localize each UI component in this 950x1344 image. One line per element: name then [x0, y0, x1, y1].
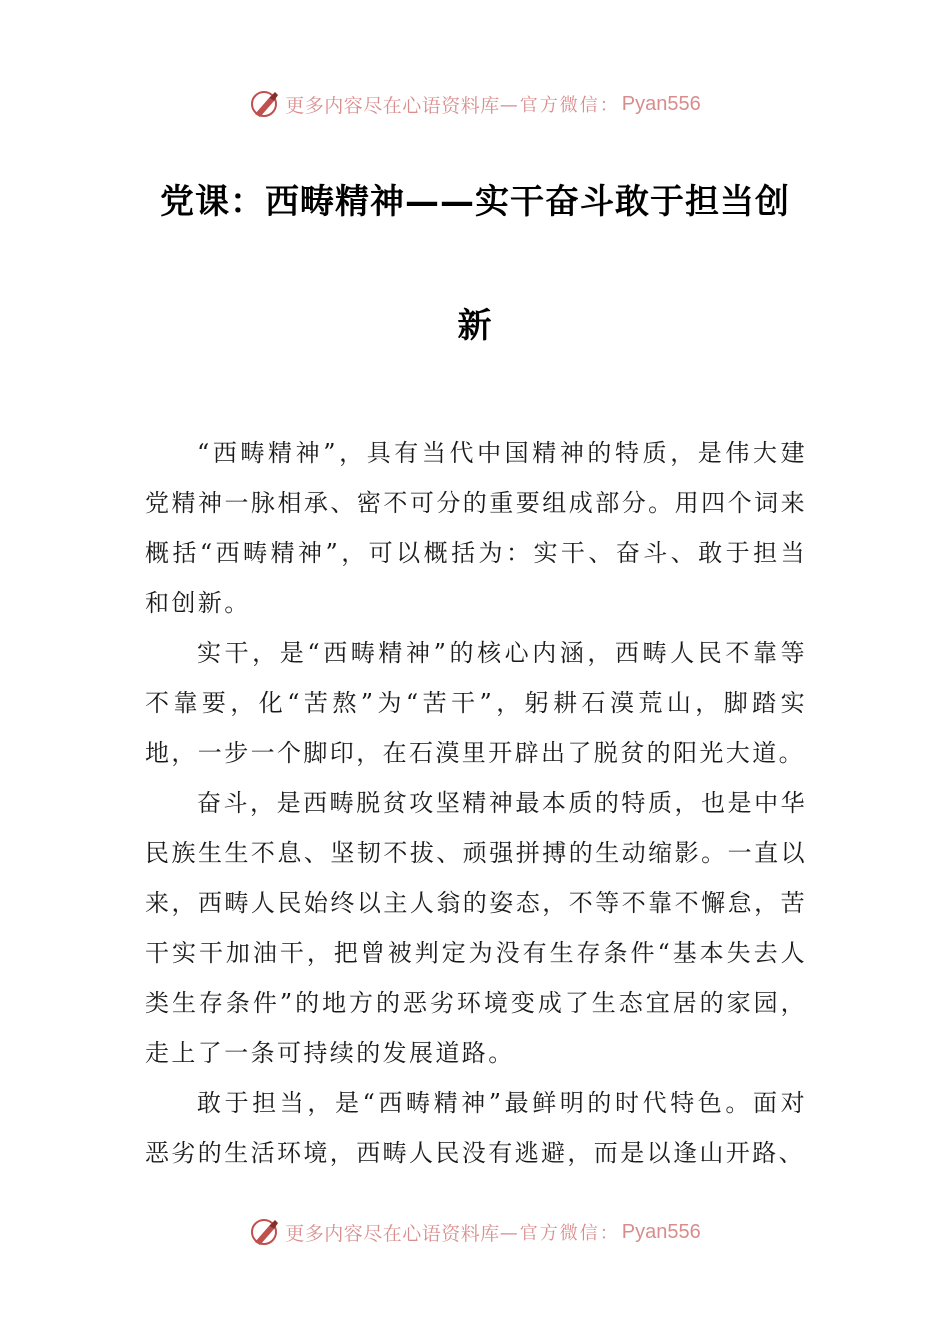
- paragraph: 敢于担当，是“西畴精神”最鲜明的时代特色。面对恶劣的生活环境，西畴人民没有逃避，而是以逢山开路、: [145, 1089, 807, 1167]
- watermark-id: Pyan556: [621, 92, 701, 115]
- watermark-id: Pyan556: [621, 1220, 701, 1243]
- header-watermark: [0, 84, 950, 124]
- watermark-text: 更多内容尽在心语资料库: [285, 94, 500, 117]
- pen-nib-logo-icon: [249, 88, 281, 120]
- watermark-text-2: —官方微信：: [499, 95, 620, 116]
- page-title-line-1: 党课：西畴精神——实干奋斗敢于担当创: [160, 182, 790, 222]
- paragraph: “西畴精神”，具有当代中国精神的特质，是伟大建党精神一脉相承、密不可分的重要组成部分。用四个词来概括“西畴精神”，可以概括为：实干、奋斗、敢于担当和创新。: [145, 439, 807, 617]
- watermark-text: 更多内容尽在心语资料库: [285, 1222, 500, 1245]
- pen-nib-logo-icon: [249, 1216, 281, 1248]
- paragraph: 实干，是“西畴精神”的核心内涵，西畴人民不靠等不靠要，化“苦熬”为“苦干”，躬耕石漠荒山，脚踏实地，一步一个脚印，在石漠里开辟出了脱贫的阳光大道。: [145, 639, 807, 767]
- watermark-text-2: —官方微信：: [499, 1223, 620, 1244]
- footer-watermark: [0, 1212, 950, 1252]
- document-body: [145, 428, 807, 1178]
- paragraph: 奋斗，是西畴脱贫攻坚精神最本质的特质，也是中华民族生生不息、坚韧不拔、顽强拼搏的生动缩影。一直以来，西畴人民始终以主人翁的姿态，不等不靠不懈怠，苦干实干加油干，把曾被判定为没有生存条件“基本失去人类生存条件”的地方的恶劣环境变成了生态宜居的家园，走上了一条可持续的发展道路。: [145, 789, 807, 1067]
- page-title-line-2: 新: [457, 306, 493, 346]
